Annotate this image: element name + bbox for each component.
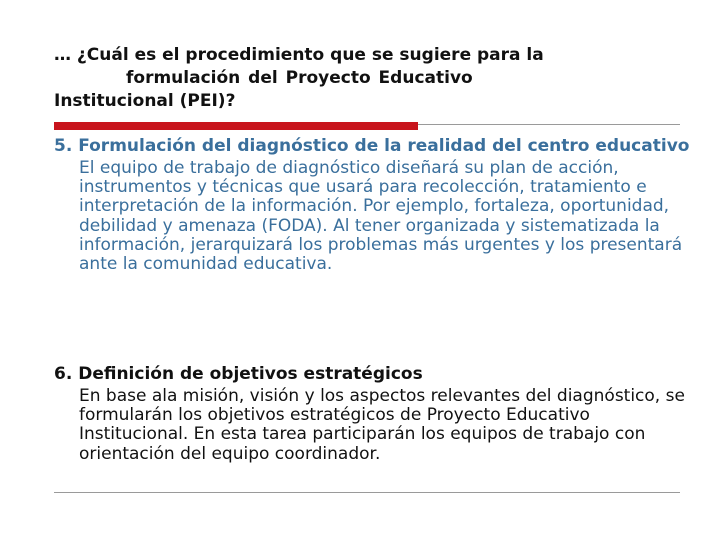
bottom-divider [54,492,680,493]
accent-bar [54,122,418,130]
section-body: En base ala misión, visión y los aspectos relevantes del diagnóstico, se formularán los objetivos estratégicos de Proyecto Educativo Institucional. En esta tarea participarán los equipos de trabajo con orientación del equipo coordinador. [79,386,685,464]
title-line-1: … ¿Cuál es el procedimiento que se sugiere para la [54,45,544,65]
section-body: El equipo de trabajo de diagnóstico diseñará su plan de acción, instrumentos y técnicas que usará para recolección, tratamiento e interpretación de la información. Por ejemplo, fortaleza, oportunidad, debilidad y amenaza (FODA). Al tener organizada y sistematizada la información, jerarquizará los problemas más urgentes y los presentará ante la comunidad educativa. [79,158,683,275]
section-heading: 6. Definición de objetivos estratégicos [54,364,423,384]
section-objetivos [54,365,694,464]
title-line-3: Institucional (PEI)? [54,91,236,111]
section-heading: 5. Formulación del diagnóstico de la realidad del centro educativo [54,136,690,156]
slide-title [54,44,694,113]
title-line-2: formulación del Proyecto Educativo [126,68,473,88]
section-diagnostico [54,137,694,274]
